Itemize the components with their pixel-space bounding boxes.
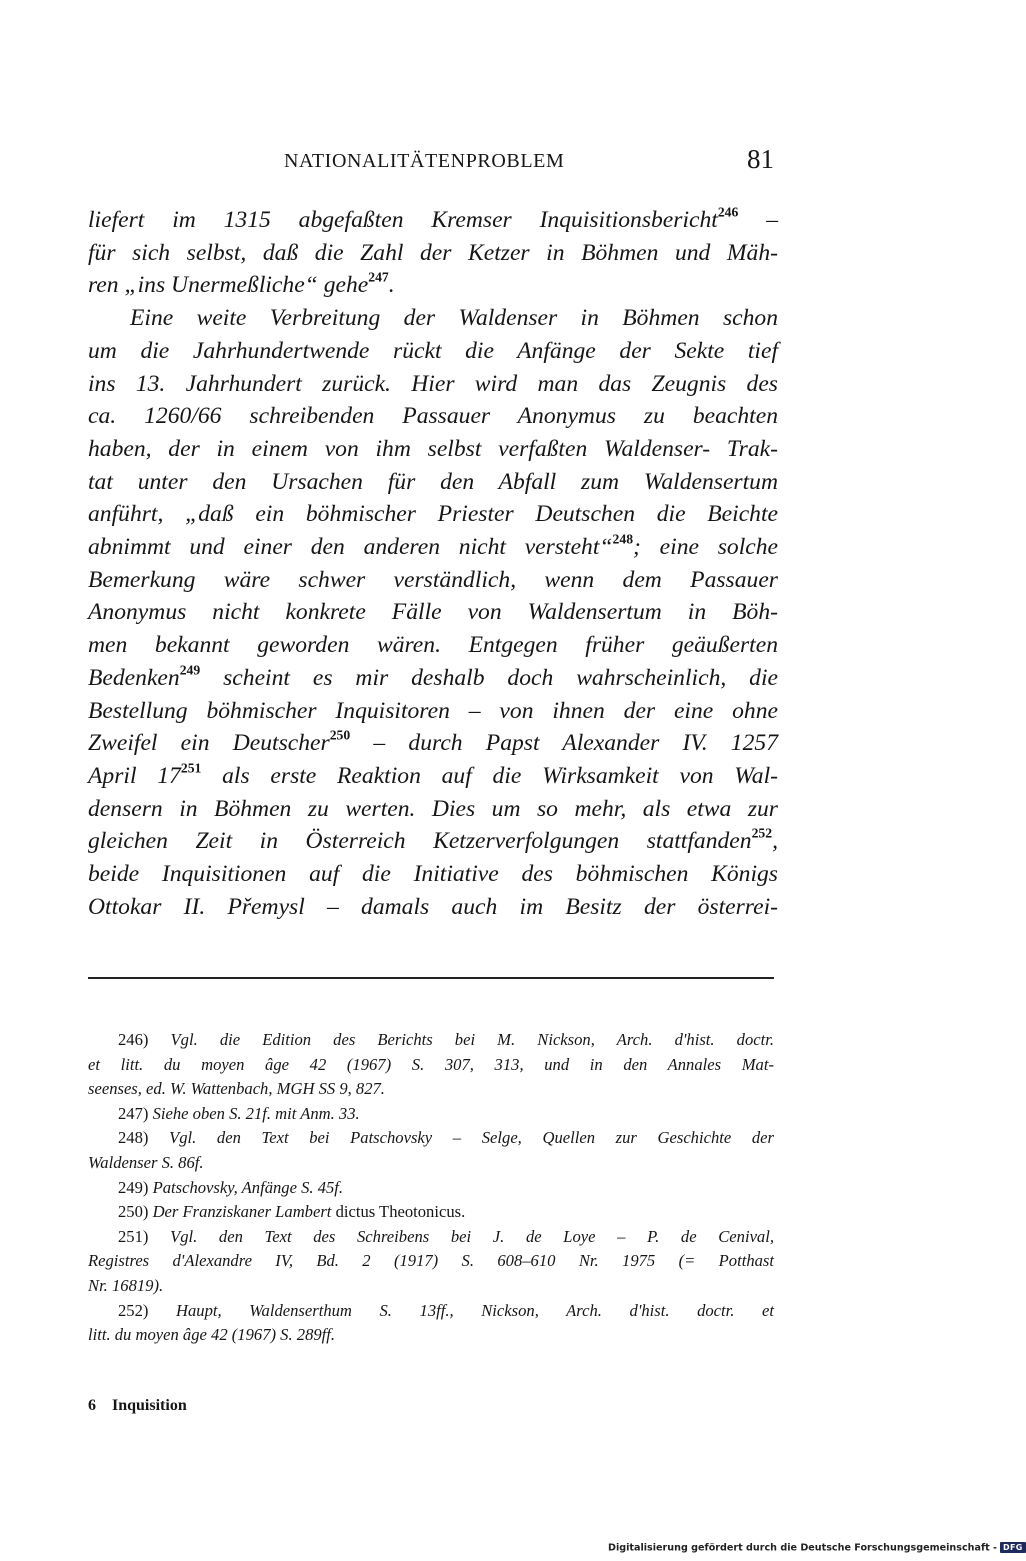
footnote-249: 249) Patschovsky, Anfänge S. 45f. [118, 1177, 344, 1197]
text-line: ins 13. Jahrhundert zurück. Hier wird man das Zeugnis des [88, 370, 778, 397]
footnote-ref[interactable]: 252 [751, 826, 773, 842]
footnote-ref[interactable]: 247 [368, 270, 389, 286]
footnote-line: Registres d'Alexandre IV, Bd. 2 (1917) S. 608–610 Nr. 1975 (= Potthast [88, 1251, 774, 1271]
text-line: liefert im 1315 abgefaßten Kremser Inquisitionsbericht$^{246}$ – [88, 204, 778, 233]
text-line: Zweifel ein Deutscher$^{250}$ – durch Papst Alexander IV. 1257 [88, 727, 778, 757]
text-line: gleichen Zeit in Österreich Ketzerverfolgungen stattfanden$^{252}$, [88, 826, 778, 855]
signature-number: 6 [88, 1397, 96, 1414]
footnotes [88, 1028, 774, 1348]
footnote-line: litt. du moyen âge 42 (1967) S. 289ff. [88, 1325, 336, 1345]
text-line: April $17^{251}$ als erste Reaktion auf die Wirksamkeit von Wal- [88, 760, 779, 789]
signature-mark [88, 1397, 187, 1415]
dfg-logo-icon: DFG [1000, 1542, 1026, 1553]
footnote-250: 250) Der Franziskaner Lambert dictus Theotonicus. [118, 1202, 466, 1222]
text-line: beide Inquisitionen auf die Initiative des böhmischen Königs [88, 861, 778, 888]
footnote-ref[interactable]: 248 [612, 531, 634, 547]
text-line: Bemerkung wäre schwer verständlich, wenn dem Passauer [88, 566, 778, 593]
body-text [88, 204, 778, 923]
footnote-252: 252) Haupt, Waldenserthum S. 13ff., Nickson, Arch. d'hist. doctr. et [118, 1300, 775, 1320]
text-line: Anonymus nicht konkrete Fälle von Waldensertum in Böh- [88, 599, 778, 626]
text-line: Ottokar II. Přemysl – damals auch im Besitz der österrei- [88, 893, 778, 920]
footnote-line: Nr. 16819). [88, 1275, 164, 1295]
footnote-247: 247) Siehe oben S. 21f. mit Anm. 33. [118, 1103, 360, 1123]
text-line: ca. 1260/66 schreibenden Passauer Anonymus zu beachten [88, 403, 778, 430]
footnote-ref[interactable]: 246 [717, 204, 739, 220]
text-line: densern in Böhmen zu werten. Dies um so mehr, als etwa zur [88, 795, 778, 822]
footnote-246: 246) Vgl. die Edition des Berichts bei M. Nickson, Arch. d'hist. doctr. [118, 1030, 774, 1049]
footnote-separator [88, 977, 774, 979]
footnote-248: 248) Vgl. den Text bei Patschovsky – Selge, Quellen zur Geschichte der [118, 1128, 774, 1148]
text-line: abnimmt und einer den anderen nicht versteht“$^{248}$; eine solche [88, 531, 779, 561]
text-line: um die Jahrhundertwende rückt die Anfänge der Sekte tief [88, 337, 778, 364]
credit-text: Digitalisierung gefördert durch die Deutsche Forschungsgemeinschaft - [608, 1542, 998, 1554]
text-line: tat unter den Ursachen für den Abfall zum Waldensertum [88, 468, 778, 495]
footnote-251: 251) Vgl. den Text des Schreibens bei J. de Loye – P. de Cenival, [118, 1226, 774, 1246]
text-line: haben, der in einem von ihm selbst verfaßten Waldenser- Trak- [88, 435, 778, 462]
text-line: men bekannt geworden wären. Entgegen früher geäußerten [88, 632, 778, 659]
running-header [88, 144, 776, 180]
text-line: Bestellung böhmischer Inquisitoren – von ihnen der eine ohne [88, 697, 778, 724]
page-number: 81 [747, 144, 774, 174]
text-line: Eine weite Verbreitung der Waldenser in Böhmen schon [130, 305, 778, 332]
signature-label: Inquisition [112, 1397, 187, 1414]
running-title: NATIONALITÄTENPROBLEM [284, 150, 565, 172]
text-line: ren „ins Unermeßliche“ gehe$^{247}$. [88, 270, 395, 299]
footnote-line: seenses, ed. W. Wattenbach, MGH SS 9, 827. [88, 1079, 385, 1099]
footnote-ref[interactable]: 251 [180, 760, 202, 776]
text-line: für sich selbst, daß die Zahl der Ketzer in Böhmen und Mäh- [88, 239, 778, 266]
text-line: anführt, „daß ein böhmischer Priester Deutschen die Beichte [88, 501, 778, 528]
footnote-ref[interactable]: 250 [329, 727, 351, 743]
digitization-credit [608, 1542, 1023, 1558]
footnote-line: Waldenser S. 86f. [88, 1152, 204, 1172]
text-line: Bedenken$^{249}$ scheint es mir deshalb doch wahrscheinlich, die [88, 662, 778, 691]
footnote-ref[interactable]: 249 [179, 662, 201, 678]
footnote-line: et litt. du moyen âge 42 (1967) S. 307, 313, und in den Annales Mat- [88, 1054, 774, 1074]
